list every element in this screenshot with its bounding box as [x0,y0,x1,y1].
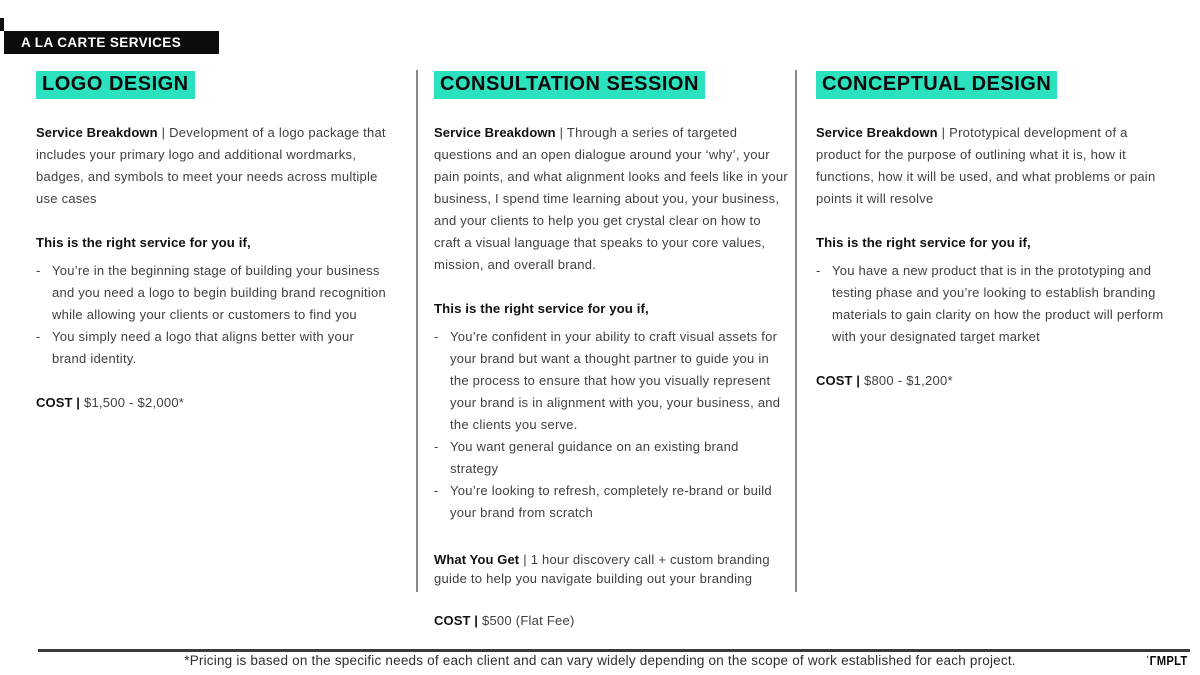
bullet-dash: - [434,483,439,498]
bullet-text: You have a new product that is in the prototyping and testing phase and you’re looking to establish branding materials to gain clarity on how the product will perform with your designated target market [832,263,1164,344]
column-title [816,71,1166,99]
service-breakdown [36,122,390,210]
column-title [36,71,390,99]
column-divider [416,70,418,592]
bullet-dash: - [36,329,41,344]
fit-bullet-list [36,260,390,370]
column-title-highlight: LOGO DESIGN [36,71,195,99]
bullet-dash: - [816,263,821,278]
cost-label: COST | [434,613,478,628]
column-conceptual-design [816,71,1166,392]
cost-row [816,370,1166,392]
cost-value: $800 - $1,200* [863,373,953,388]
page-edge-mark [0,18,4,31]
column-title-highlight: CONCEPTUAL DESIGN [816,71,1057,99]
bullet-dash: - [434,439,439,454]
cost-row [36,392,390,414]
cost-label: COST | [816,373,860,388]
fit-bullet-list [434,326,790,524]
fit-heading: This is the right service for you if, [434,301,649,316]
bullet-text: You’re confident in your ability to craft visual assets for your brand but want a thought partner to guide you in the process to ensure that how you visually represent your brand is in alignment with you, your business, and the clients you serve. [450,329,781,432]
footer-rule [38,649,1190,652]
what-you-get-text: | 1 hour discovery call + custom branding guide to help you navigate building out your branding [434,552,770,586]
column-logo-design [36,71,390,414]
list-item [434,436,790,480]
pricing-footnote: *Pricing is based on the specific needs of each client and can vary widely depending on the scope of work established for each project. [184,653,1016,668]
bullet-dash: - [36,263,41,278]
column-divider [795,70,797,592]
fit-bullet-list [816,260,1166,348]
bullet-text: You want general guidance on an existing brand strategy [450,439,739,476]
services-tag-label: A LA CARTE SERVICES [21,35,182,50]
cost-value: $500 (Flat Fee) [481,613,575,628]
column-title [434,71,790,99]
column-title-highlight: CONSULTATION SESSION [434,71,705,99]
bullet-dash: - [434,329,439,344]
service-breakdown-text: | Development of a logo package that includes your primary logo and additional wordmarks, badges, and symbols to meet your needs across multiple use cases [36,125,386,206]
list-item [36,326,390,370]
column-consultation-session [434,71,790,632]
cost-row [434,610,790,632]
bullet-text: You’re looking to refresh, completely re-brand or build your brand from scratch [450,483,772,520]
cost-value: $1,500 - $2,000* [83,395,185,410]
tmplt-logo: ˈΓMPLT [1146,654,1188,668]
service-breakdown-text: | Prototypical development of a product for the purpose of outlining what it is, how it functions, how it will be used, and what problems or pain points it will resolve [816,125,1156,206]
list-item [434,326,790,436]
list-item [36,260,390,326]
service-breakdown-text: | Through a series of targeted questions and an open dialogue around your ‘why’, your pain points, and what alignment looks and feels like in your business, I spend time learning about you, your business, and your clients to help you get crystal clear on how to craft a visual language that speaks to your core values, mission, and overall brand. [434,125,788,272]
cost-label: COST | [36,395,80,410]
fit-heading: This is the right service for you if, [816,235,1031,250]
service-breakdown [434,122,790,276]
fit-heading: This is the right service for you if, [36,235,251,250]
service-breakdown [816,122,1166,210]
list-item [816,260,1166,348]
service-breakdown-label: Service Breakdown [434,125,556,140]
service-breakdown-label: Service Breakdown [816,125,938,140]
bullet-text: You’re in the beginning stage of building your business and you need a logo to begin building brand recognition while allowing your clients or customers to find you [52,263,386,322]
bullet-text: You simply need a logo that aligns better with your brand identity. [52,329,355,366]
what-you-get [434,550,790,588]
list-item [434,480,790,524]
what-you-get-label: What You Get [434,552,520,567]
services-tag-badge [4,31,219,54]
service-breakdown-label: Service Breakdown [36,125,158,140]
